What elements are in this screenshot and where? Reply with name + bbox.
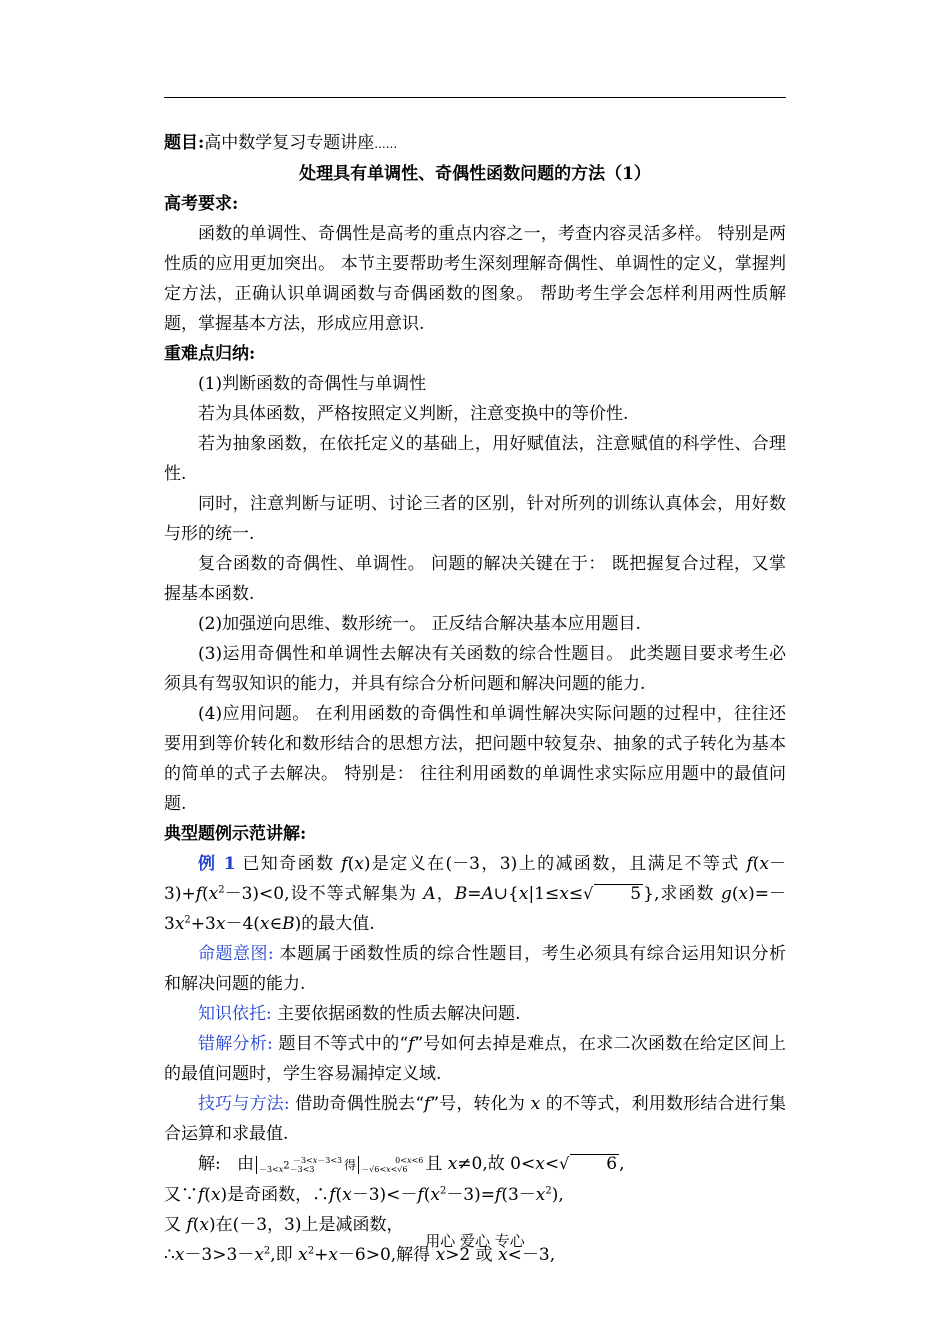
key-points-heading: 重难点归纳:	[164, 344, 256, 364]
solution-line-1: 解: 由 －3<x－3<3 $-3<x^2-3<3$ 得 0<x<6 －√6<x<√6 且 x≠0,故 0<x<√ 6 ,	[198, 1154, 625, 1174]
method-label: 技巧与方法:	[198, 1094, 290, 1114]
requirements-paragraph: 函数的单调性、奇偶性是高考的重点内容之一，考查内容灵活多样。 特别是两性质的应用更加突出。 本节主要帮助考生深刻理解奇偶性、单调性的定义，掌握判定方法，正确认识单调函数与奇偶函数的图象。 帮助考生学会怎样利用两性质解题，掌握基本方法，形成应用意识.	[164, 224, 786, 334]
key-point-8: (4)应用问题。 在利用函数的奇偶性和单调性解决实际问题的过程中，往往还要用到等价转化和数形结合的思想方法，把问题中较复杂、抽象的式子转化为基本的简单的式子去解决。 特别是： 往往利用函数的单调性求实际应用题中的最值问题.	[164, 704, 786, 814]
key-point-1: (1)判断函数的奇偶性与单调性	[198, 374, 427, 394]
inequality-system-1: －3<x－3<3 $-3<x^2-3<3$	[256, 1156, 342, 1174]
intent-label: 命题意图:	[198, 944, 274, 964]
intent-paragraph	[164, 939, 786, 999]
intent-text: 本题属于函数性质的综合性题目，考生必须具有综合运用知识分析和解决问题的能力.	[164, 944, 787, 994]
knowledge-paragraph	[164, 999, 786, 1029]
error-label: 错解分析:	[198, 1034, 273, 1054]
key-point-7: (3)运用奇偶性和单调性去解决有关函数的综合性题目。 此类题目要求考生必须具有驾驭知识的能力，并具有综合分析问题和解决问题的能力.	[164, 644, 786, 694]
examples-heading: 典型题例示范讲解:	[164, 824, 307, 844]
main-title: 处理具有单调性、奇偶性函数问题的方法（1）	[299, 164, 651, 184]
solution-label: 解:	[198, 1154, 221, 1174]
requirements-heading: 高考要求:	[164, 194, 239, 214]
knowledge-text: 主要依据函数的性质去解决问题.	[277, 1004, 521, 1024]
solution-line-2: 又∵f(x)是奇函数，$\therefore f(x-3)<-f(x^2-3)=f(3-x^2)$,	[164, 1185, 564, 1205]
method-paragraph: 技巧与方法: 借助奇偶性脱去“f”号，转化为 x 的不等式，利用数形结合进行集合运算和求最值.	[164, 1094, 786, 1144]
example-1-statement: 例 1 已知奇函数 f(x)是定义在(－3，3)上的减函数，且满足不等式 $f(x-3)+f(x^2-3)<0$,设不等式解集为 A，B=A∪{x|1≤x≤√ 5 },求函数 $g(x)=-3x^2+3x-4(x\in B)$的最大值.	[164, 854, 787, 934]
title-text: 高中数学复习专题讲座	[204, 133, 375, 153]
example-1-label: 例 1	[198, 854, 236, 874]
inequality-system-2: 0<x<6 －√6<x<√6	[358, 1156, 423, 1174]
knowledge-label: 知识依托:	[198, 1004, 272, 1024]
key-point-5: 复合函数的奇偶性、单调性。 问题的解决关键在于： 既把握复合过程，又掌握基本函数.	[164, 554, 786, 604]
page-footer: 用心 爱心 专心	[425, 1232, 525, 1250]
key-point-6: (2)加强逆向思维、数形统一。 正反结合解决基本应用题目.	[198, 614, 641, 634]
key-point-2: 若为具体函数，严格按照定义判断，注意变换中的等价性.	[198, 404, 629, 424]
key-point-4: 同时，注意判断与证明、讨论三者的区别，针对所列的训练认真体会，用好数与形的统一.	[164, 494, 786, 544]
key-point-3: 若为抽象函数，在依托定义的基础上，用好赋值法，注意赋值的科学性、合理性.	[164, 434, 786, 484]
solution-line-4: $\therefore x-3>3-x^2$,即 $x^2+x-6>0$,解得 x>2 或 x<－3,	[164, 1245, 556, 1265]
solution-line-3: 又 f(x)在(－3，3)上是减函数，	[164, 1215, 404, 1235]
document-body	[164, 128, 786, 1270]
title-line: 题目:高中数学复习专题讲座......	[164, 133, 398, 153]
title-label: 题目:	[164, 133, 205, 153]
error-paragraph: 错解分析: 题目不等式中的“f”号如何去掉是难点，在求二次函数在给定区间上的最值问题时，学生容易漏掉定义域.	[164, 1034, 786, 1084]
header-rule	[164, 97, 786, 98]
